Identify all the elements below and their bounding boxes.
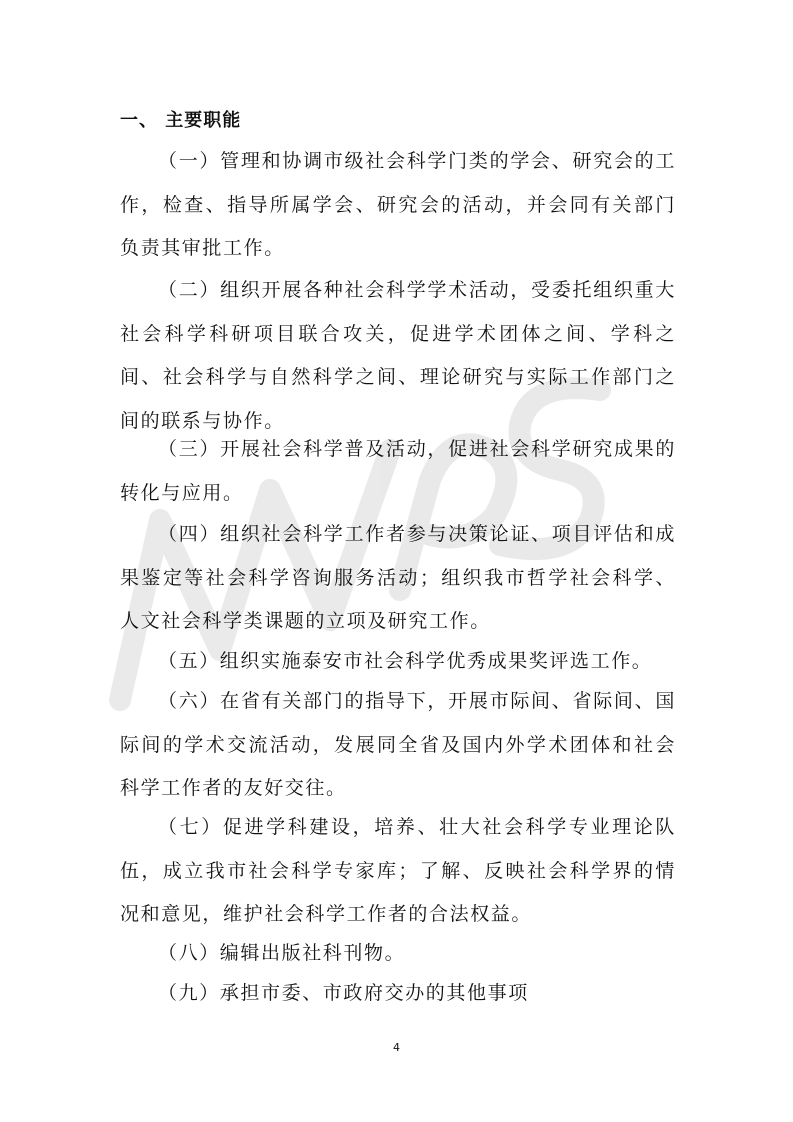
paragraph-1: （一）管理和协调市级社会科学门类的学会、研究会的工作，检查、指导所属学会、研究会的活动，并会同有关部门负责其审批工作。 [120,150,676,259]
paragraph-6: （六）在省有关部门的指导下，开展市际间、省际间、国际间的学术交流活动，发展同全省及国内外学术团体和社会科学工作者的友好交往。 [120,690,676,799]
page-number: 4 [393,1041,400,1054]
section-heading: 一、 主要职能 [120,110,242,131]
paragraph-9: （九）承担市委、市政府交办的其他事项 [158,982,529,1004]
paragraph-3: （三）开展社会科学普及活动，促进社会科学研究成果的转化与应用。 [120,438,676,504]
paragraph-2: （二）组织开展各种社会科学学术活动，受委托组织重大社会科学科研项目联合攻关，促进学术团体之间、学科之间、社会科学与自然科学之间、理论研究与实际工作部门之间的联系与协作。 [120,279,676,432]
paragraph-5: （五）组织实施泰安市社会科学优秀成果奖评选工作。 [158,650,653,672]
paragraph-8: （八）编辑出版社科刊物。 [158,942,406,964]
paragraph-7: （七）促进学科建设，培养、壮大社会科学专业理论队伍，成立我市社会科学专家库；了解、反映社会科学界的情况和意见，维护社会科学工作者的合法权益。 [120,816,676,925]
paragraph-4: （四）组织社会科学工作者参与决策论证、项目评估和成果鉴定等社会科学咨询服务活动；组织我市哲学社会科学、人文社会科学类课题的立项及研究工作。 [120,523,676,632]
